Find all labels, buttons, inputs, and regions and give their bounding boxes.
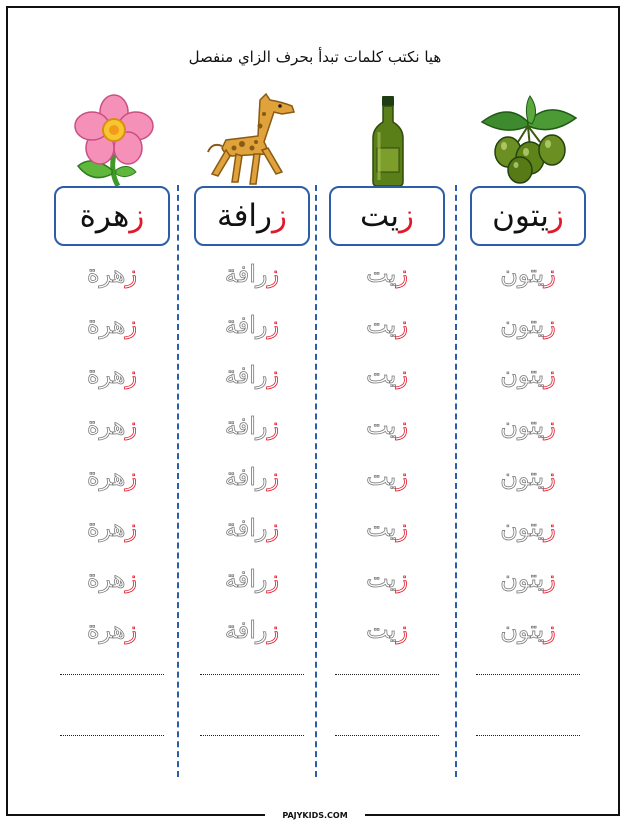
tracing-first-letter: ز bbox=[125, 311, 138, 339]
tracing-word bbox=[190, 506, 314, 550]
tracing-first-letter: ز bbox=[544, 616, 556, 644]
tracing-rest: يت bbox=[366, 361, 397, 389]
tracing-first-letter: ز bbox=[125, 361, 138, 389]
highlight-letter: ز bbox=[272, 198, 287, 234]
tracing-rest: هرة bbox=[86, 514, 126, 542]
flower-icon bbox=[62, 92, 162, 188]
tracing-first-letter: ز bbox=[267, 616, 280, 644]
tracing-rest: يت bbox=[366, 412, 397, 440]
tracing-rest: هرة bbox=[86, 565, 126, 593]
tracing-word bbox=[190, 353, 314, 397]
tracing-first-letter: ز bbox=[125, 260, 138, 288]
tracing-rest: يتون bbox=[500, 616, 545, 644]
writing-line[interactable] bbox=[476, 735, 580, 736]
tracing-word bbox=[325, 404, 449, 448]
tracing-word bbox=[325, 353, 449, 397]
tracing-first-letter: ز bbox=[267, 514, 280, 542]
tracing-rest: يتون bbox=[500, 361, 545, 389]
tracing-rest: رافة bbox=[224, 361, 268, 389]
tracing-first-letter: ز bbox=[396, 514, 408, 542]
tracing-word bbox=[466, 608, 590, 652]
tracing-first-letter: ز bbox=[396, 565, 408, 593]
highlight-letter: ز bbox=[129, 198, 145, 234]
word-column-oil bbox=[325, 0, 449, 800]
word-card bbox=[194, 186, 310, 246]
word-card bbox=[329, 186, 445, 246]
highlight-letter: ز bbox=[548, 198, 564, 234]
highlight-letter: ز bbox=[399, 198, 415, 234]
tracing-first-letter: ز bbox=[267, 260, 280, 288]
tracing-first-letter: ز bbox=[267, 565, 280, 593]
word-rest: رافة bbox=[216, 198, 273, 234]
olives-icon bbox=[478, 92, 578, 188]
tracing-first-letter: ز bbox=[544, 514, 556, 542]
column-divider bbox=[177, 185, 179, 777]
tracing-first-letter: ز bbox=[544, 260, 556, 288]
tracing-word bbox=[190, 557, 314, 601]
tracing-first-letter: ز bbox=[396, 361, 408, 389]
writing-line[interactable] bbox=[335, 735, 439, 736]
tracing-first-letter: ز bbox=[125, 565, 138, 593]
tracing-first-letter: ز bbox=[125, 616, 138, 644]
tracing-first-letter: ز bbox=[125, 412, 138, 440]
tracing-first-letter: ز bbox=[544, 361, 556, 389]
tracing-word bbox=[325, 252, 449, 296]
word-rest: يتون bbox=[492, 198, 549, 234]
tracing-rest: يت bbox=[366, 565, 397, 593]
tracing-rest: رافة bbox=[224, 260, 268, 288]
writing-line[interactable] bbox=[200, 674, 304, 675]
tracing-word bbox=[50, 455, 174, 499]
tracing-rest: يت bbox=[366, 463, 397, 491]
tracing-rest: يتون bbox=[500, 311, 545, 339]
tracing-rest: هرة bbox=[86, 412, 126, 440]
tracing-word bbox=[190, 608, 314, 652]
tracing-first-letter: ز bbox=[125, 514, 138, 542]
tracing-first-letter: ز bbox=[544, 463, 556, 491]
tracing-word bbox=[50, 608, 174, 652]
tracing-word bbox=[466, 252, 590, 296]
tracing-first-letter: ز bbox=[125, 463, 138, 491]
tracing-first-letter: ز bbox=[267, 463, 280, 491]
tracing-first-letter: ز bbox=[544, 565, 556, 593]
tracing-rest: رافة bbox=[224, 616, 268, 644]
writing-line[interactable] bbox=[335, 674, 439, 675]
word-rest: هرة bbox=[79, 198, 130, 234]
tracing-first-letter: ز bbox=[396, 311, 408, 339]
page-title: هيا نكتب كلمات تبدأ بحرف الزاي منفصل bbox=[188, 48, 442, 66]
word-card bbox=[470, 186, 586, 246]
tracing-rest: يت bbox=[366, 616, 397, 644]
tracing-first-letter: ز bbox=[267, 361, 280, 389]
word-column-flower bbox=[50, 0, 174, 800]
tracing-rest: هرة bbox=[86, 616, 126, 644]
tracing-word bbox=[50, 252, 174, 296]
tracing-first-letter: ز bbox=[396, 463, 408, 491]
giraffe-icon bbox=[202, 92, 302, 188]
tracing-word bbox=[325, 455, 449, 499]
tracing-rest: رافة bbox=[224, 463, 268, 491]
writing-line[interactable] bbox=[476, 674, 580, 675]
column-divider bbox=[315, 185, 317, 777]
tracing-word bbox=[50, 303, 174, 347]
tracing-first-letter: ز bbox=[396, 412, 408, 440]
tracing-rest: يتون bbox=[500, 514, 545, 542]
tracing-word bbox=[50, 557, 174, 601]
tracing-rest: هرة bbox=[86, 311, 126, 339]
tracing-word bbox=[50, 506, 174, 550]
tracing-rest: يتون bbox=[500, 565, 545, 593]
word-column-olives bbox=[466, 0, 590, 800]
tracing-word bbox=[466, 353, 590, 397]
tracing-rest: يتون bbox=[500, 463, 545, 491]
tracing-word bbox=[325, 557, 449, 601]
tracing-rest: يتون bbox=[500, 260, 545, 288]
tracing-word bbox=[190, 404, 314, 448]
tracing-rest: رافة bbox=[224, 514, 268, 542]
tracing-word bbox=[466, 404, 590, 448]
tracing-word bbox=[50, 353, 174, 397]
tracing-first-letter: ز bbox=[544, 412, 556, 440]
tracing-word bbox=[190, 252, 314, 296]
writing-line[interactable] bbox=[60, 674, 164, 675]
tracing-word bbox=[466, 455, 590, 499]
writing-line[interactable] bbox=[60, 735, 164, 736]
tracing-word bbox=[190, 303, 314, 347]
word-card bbox=[54, 186, 170, 246]
tracing-word bbox=[466, 506, 590, 550]
tracing-word bbox=[466, 303, 590, 347]
oil-bottle-icon bbox=[337, 92, 437, 188]
tracing-rest: رافة bbox=[224, 311, 268, 339]
tracing-word bbox=[50, 404, 174, 448]
tracing-first-letter: ز bbox=[396, 616, 408, 644]
tracing-first-letter: ز bbox=[267, 311, 280, 339]
tracing-word bbox=[325, 506, 449, 550]
tracing-rest: يتون bbox=[500, 412, 545, 440]
column-divider bbox=[455, 185, 457, 777]
tracing-first-letter: ز bbox=[267, 412, 280, 440]
tracing-rest: هرة bbox=[86, 361, 126, 389]
word-rest: يت bbox=[359, 198, 400, 234]
tracing-rest: رافة bbox=[224, 412, 268, 440]
tracing-word bbox=[325, 303, 449, 347]
tracing-first-letter: ز bbox=[544, 311, 556, 339]
writing-line[interactable] bbox=[200, 735, 304, 736]
tracing-rest: يت bbox=[366, 260, 397, 288]
tracing-rest: يت bbox=[366, 311, 397, 339]
tracing-word bbox=[190, 455, 314, 499]
tracing-first-letter: ز bbox=[396, 260, 408, 288]
tracing-rest: يت bbox=[366, 514, 397, 542]
tracing-rest: رافة bbox=[224, 565, 268, 593]
footer-site: PAJYKIDS.COM bbox=[265, 809, 365, 823]
tracing-word bbox=[325, 608, 449, 652]
tracing-rest: هرة bbox=[86, 463, 126, 491]
tracing-word bbox=[466, 557, 590, 601]
word-column-giraffe bbox=[190, 0, 314, 800]
tracing-rest: هرة bbox=[86, 260, 126, 288]
